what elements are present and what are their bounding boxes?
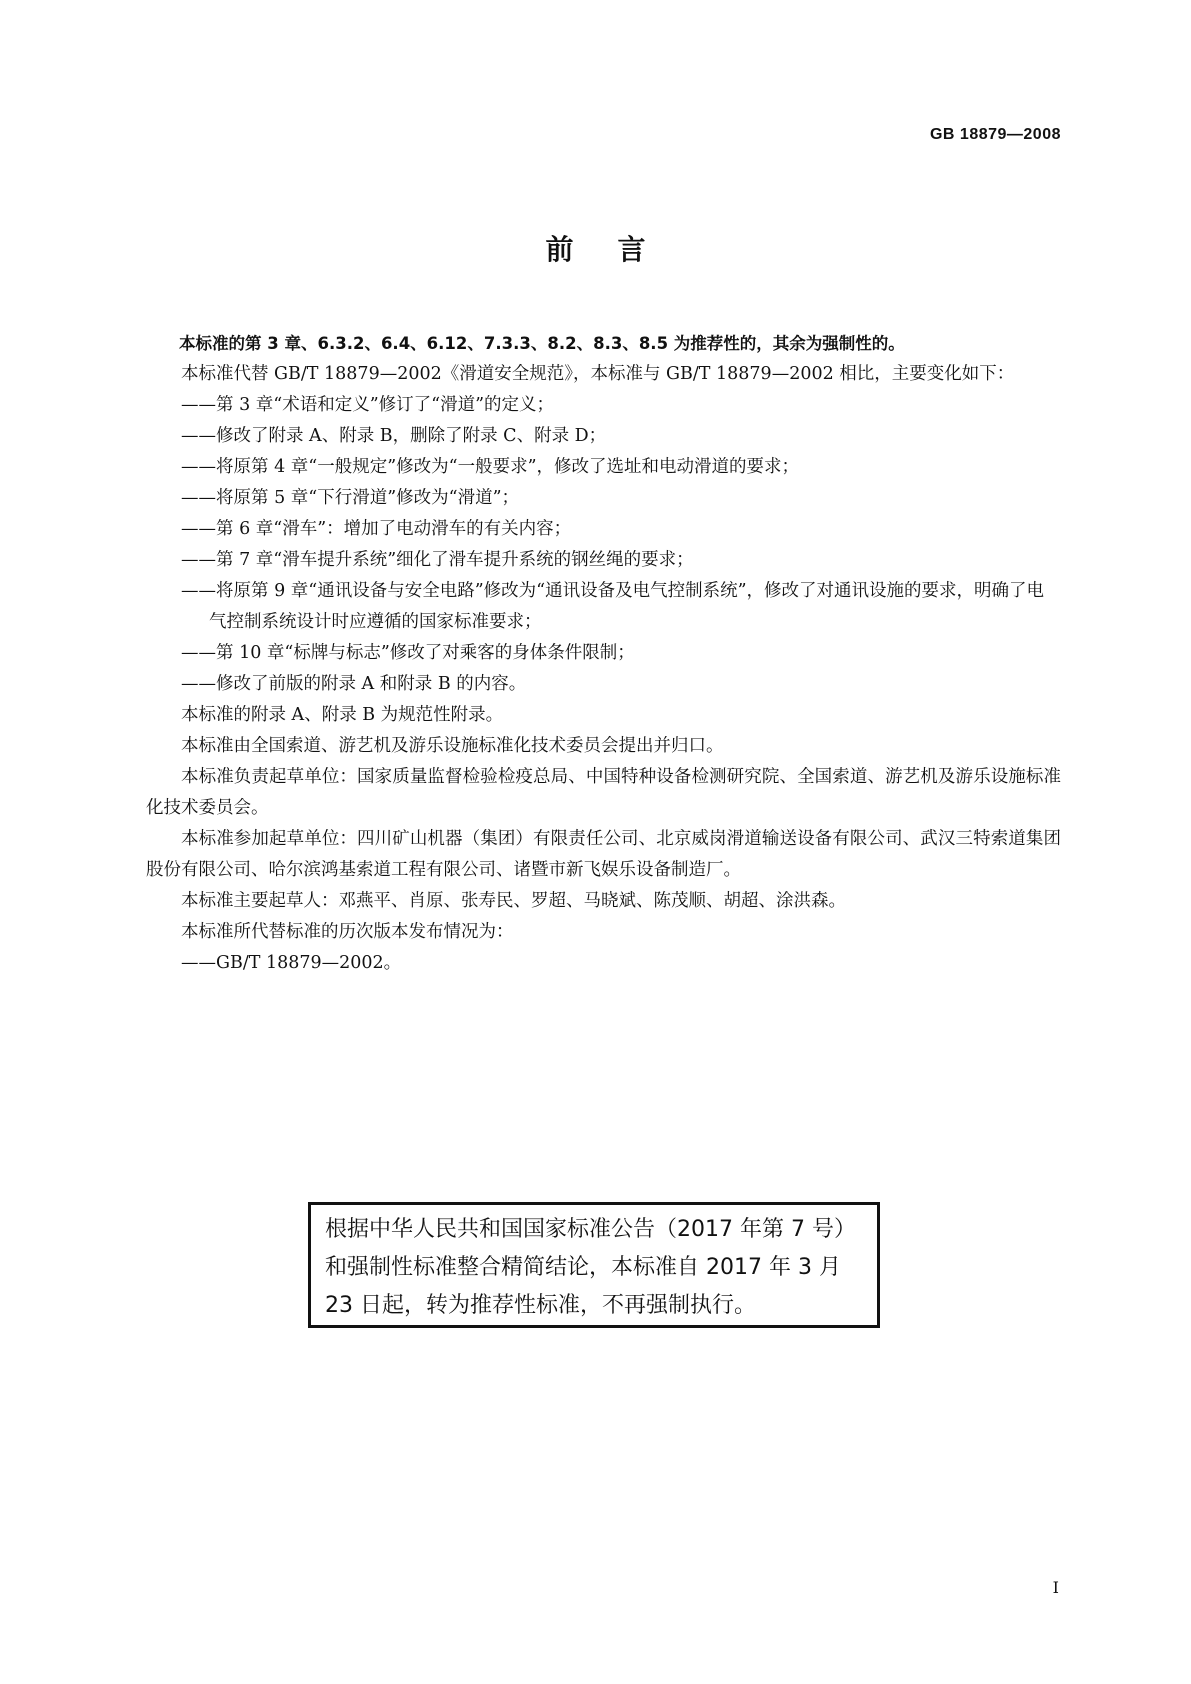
page-number: I	[1052, 1578, 1059, 1597]
change-item: ——修改了前版的附录 A 和附录 B 的内容。	[181, 674, 527, 694]
paragraph-mandatory-scope: 本标准的第 3 章、6.3.2、6.4、6.12、7.3.3、8.2、8.3、8.5 为推荐性的，其余为强制性的。	[179, 334, 905, 353]
change-item: ——第 7 章“滑车提升系统”细化了滑车提升系统的钢丝绳的要求；	[181, 550, 694, 570]
paragraph-replacement: 本标准代替 GB/T 18879—2002《滑道安全规范》，本标准与 GB/T 18879—2002 相比，主要变化如下：	[181, 364, 1015, 384]
change-item: ——将原第 4 章“一般规定”修改为“一般要求”，修改了选址和电动滑道的要求；	[181, 457, 800, 477]
change-item: ——第 10 章“标牌与标志”修改了对乘客的身体条件限制；	[181, 643, 635, 663]
foreword-body	[146, 328, 1061, 979]
notice-box: 根据中华人民共和国国家标准公告（2017 年第 7 号）和强制性标准整合精简结论，本标准自 2017 年 3 月 23 日起，转为推荐性标准，不再强制执行。	[308, 1202, 880, 1328]
paragraph-drafting-lead: 本标准负责起草单位：国家质量监督检验检疫总局、中国特种设备检测研究院、全国索道、游艺机及游乐设施标准化技术委员会。	[146, 767, 1061, 818]
change-item: ——第 3 章“术语和定义”修订了“滑道”的定义；	[181, 395, 555, 415]
standard-number: GB 18879—2008	[929, 126, 1061, 143]
change-item: ——第 6 章“滑车”：增加了电动滑车的有关内容；	[181, 519, 572, 539]
history-item: ——GB/T 18879—2002。	[181, 953, 402, 973]
paragraph-history-intro: 本标准所代替标准的历次版本发布情况为：	[181, 922, 514, 942]
change-item: ——修改了附录 A、附录 B，删除了附录 C、附录 D；	[181, 426, 607, 446]
change-item: ——将原第 5 章“下行滑道”修改为“滑道”；	[181, 488, 520, 508]
paragraph-annex: 本标准的附录 A、附录 B 为规范性附录。	[181, 705, 504, 725]
paragraph-drafters: 本标准主要起草人：邓燕平、肖原、张寿民、罗超、马晓斌、陈茂顺、胡超、涂洪森。	[181, 891, 846, 911]
change-item: ——将原第 9 章“通讯设备与安全电路”修改为“通讯设备及电气控制系统”，修改了对通讯设施的要求，明确了电气控制系统设计时应遵循的国家标准要求；	[181, 581, 1045, 632]
paragraph-drafting-participants: 本标准参加起草单位：四川矿山机器（集团）有限责任公司、北京威岗滑道输送设备有限公司、武汉三特索道集团股份有限公司、哈尔滨鸿基索道工程有限公司、诸暨市新飞娱乐设备制造厂。	[146, 829, 1061, 880]
page-title: 前言	[545, 233, 690, 266]
paragraph-proposer: 本标准由全国索道、游艺机及游乐设施标准化技术委员会提出并归口。	[181, 736, 724, 756]
